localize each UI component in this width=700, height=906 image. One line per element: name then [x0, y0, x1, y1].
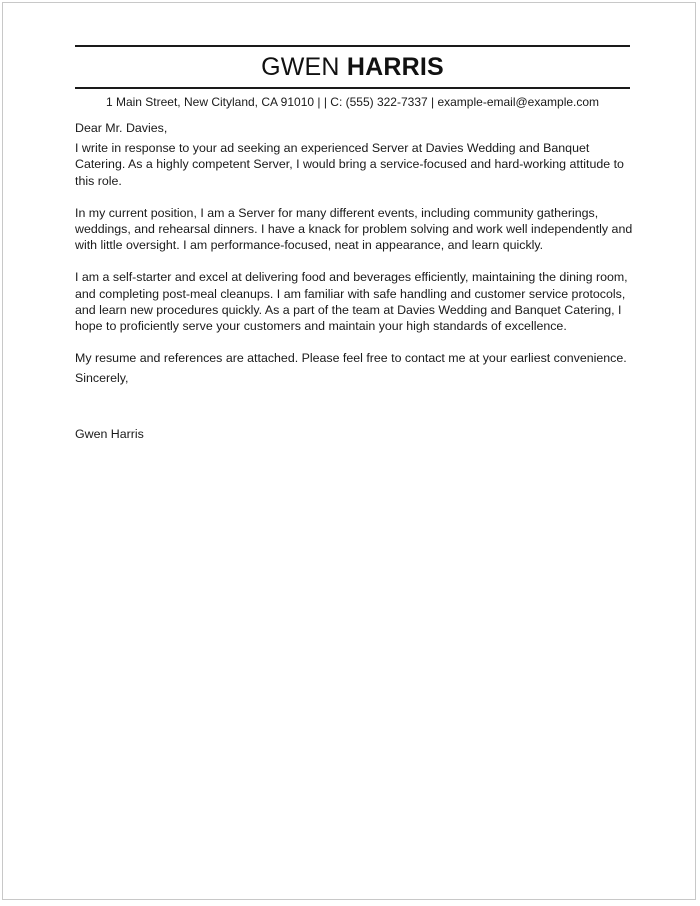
greeting: Dear Mr. Davies,: [75, 121, 168, 135]
signature: Gwen Harris: [75, 426, 144, 441]
contact-line: 1 Main Street, New Cityland, CA 91010 | | C: (555) 322-7337 | example-email@example.com: [105, 95, 600, 109]
first-name: GWEN: [261, 53, 340, 81]
paragraph-2: In my current position, I am a Server for many different events, including community gatherings, weddings, and rehearsal dinners. I have a knack for problem solving and work well independently and with little oversight. I am performance-focused, neat in appearance, and learn quickly.: [75, 205, 633, 253]
paragraph-3: I am a self-starter and excel at delivering food and beverages efficiently, maintaining the dining room, and completing post-meal cleanups. I am familiar with safe handling and customer service protocols, and learn new procedures quickly. As a part of the team at Davies Wedding and Banquet Catering, I hope to proficiently serve your customers and maintain your high standards of excellence.: [75, 270, 628, 334]
letter-body: [75, 120, 635, 442]
last-name: HARRIS: [346, 53, 444, 81]
paragraph-1: I write in response to your ad seeking an experienced Server at Davies Wedding and Banquet Catering. As a highly competent Server, I would bring a service-focused and hard-working attitude to this role.: [75, 141, 624, 188]
applicant-name: [75, 51, 630, 83]
paragraph-4: My resume and references are attached. Please feel free to contact me at your earliest convenience.: [75, 351, 627, 366]
letter-page: [2, 2, 696, 900]
closing: Sincerely,: [75, 371, 129, 386]
header-bottom-rule: [75, 87, 630, 89]
header-top-rule: [75, 45, 630, 47]
